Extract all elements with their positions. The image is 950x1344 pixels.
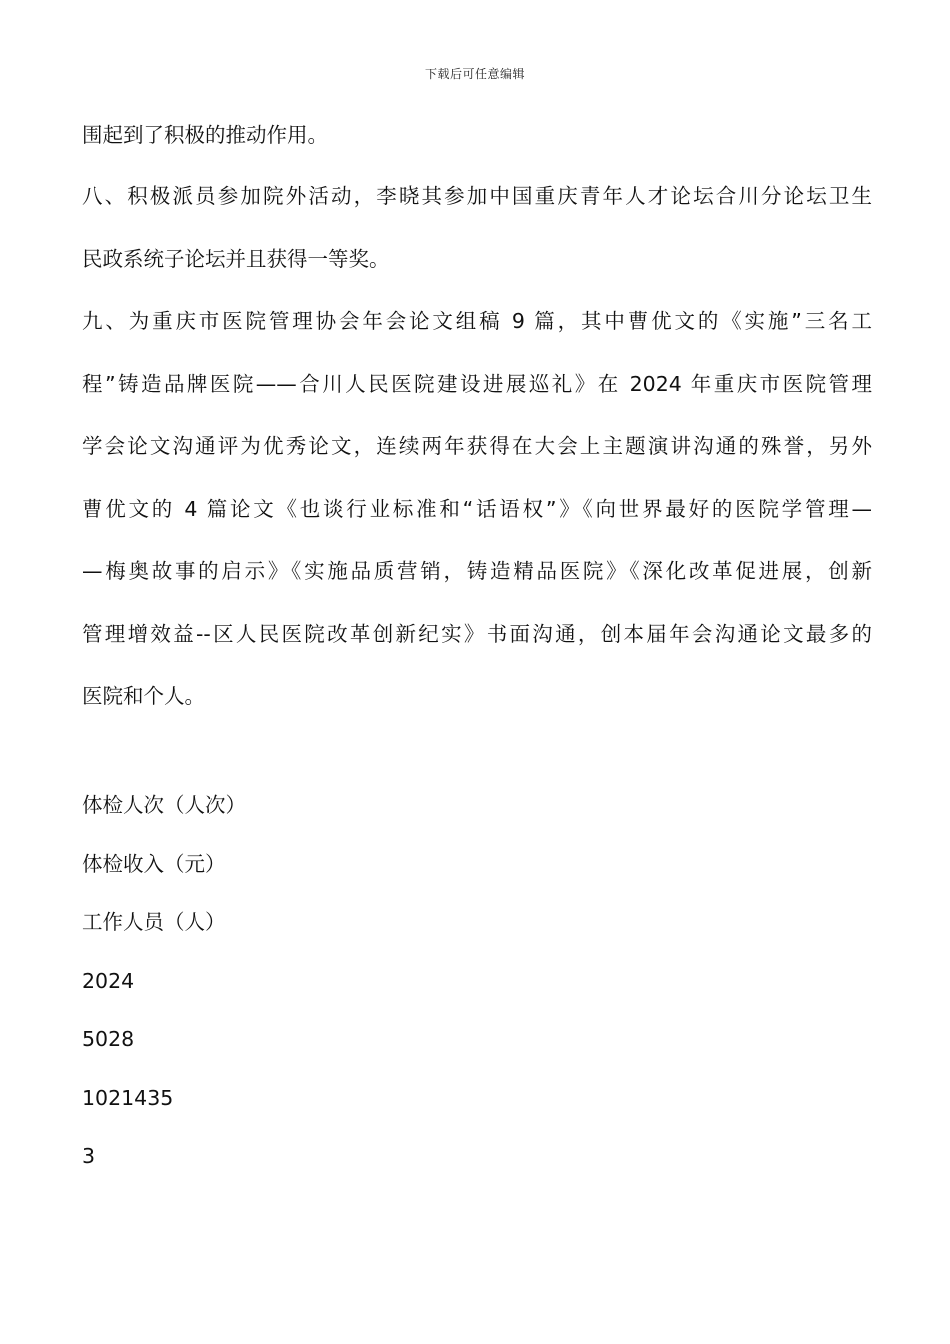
text-line: —梅奥故事的启示》《实施品质营销，铸造精品医院》《深化改革促进展，创新	[82, 559, 872, 583]
stat-value-staff: 3	[82, 1144, 96, 1168]
paragraph-item-eight	[82, 165, 872, 290]
text-line: 学会论文沟通评为优秀论文，连续两年获得在大会上主题演讲沟通的殊誉，另外	[82, 434, 872, 458]
stat-value-exam-count: 5028	[82, 1027, 135, 1051]
stats-list	[82, 776, 246, 1186]
stat-label-exam-count: 体检人次（人次）	[82, 793, 246, 817]
text-line: 民政系统子论坛并且获得一等奖。	[82, 246, 390, 271]
stat-label-exam-income: 体检收入（元）	[82, 851, 226, 876]
page-header-note: 下载后可任意编辑	[424, 67, 525, 81]
text-line: 管理增效益--区人民医院改革创新纪实》书面沟通，创本届年会沟通论文最多的	[82, 621, 872, 646]
paragraph-continuation	[82, 104, 872, 167]
text-line: 八、积极派员参加院外活动，李晓其参加中国重庆青年人才论坛合川分论坛卫生	[82, 184, 872, 208]
text-line: 围起到了积极的推动作用。	[82, 123, 328, 147]
text-line: 曹优文的 4 篇论文《也谈行业标准和“话语权”》《向世界最好的医院学管理—	[82, 496, 872, 521]
stat-label-staff: 工作人员（人）	[82, 910, 226, 934]
stat-value-exam-income: 1021435	[82, 1085, 174, 1110]
paragraph-item-nine	[82, 290, 872, 728]
text-line: 医院和个人。	[82, 684, 205, 708]
text-line: 九、为重庆市医院管理协会年会论文组稿 9 篇，其中曹优文的《实施”三名工	[82, 309, 872, 333]
text-line: 程”铸造品牌医院——合川人民医院建设进展巡礼》在 2024 年重庆市医院管理	[82, 371, 872, 396]
stat-value-year: 2024	[82, 968, 135, 993]
